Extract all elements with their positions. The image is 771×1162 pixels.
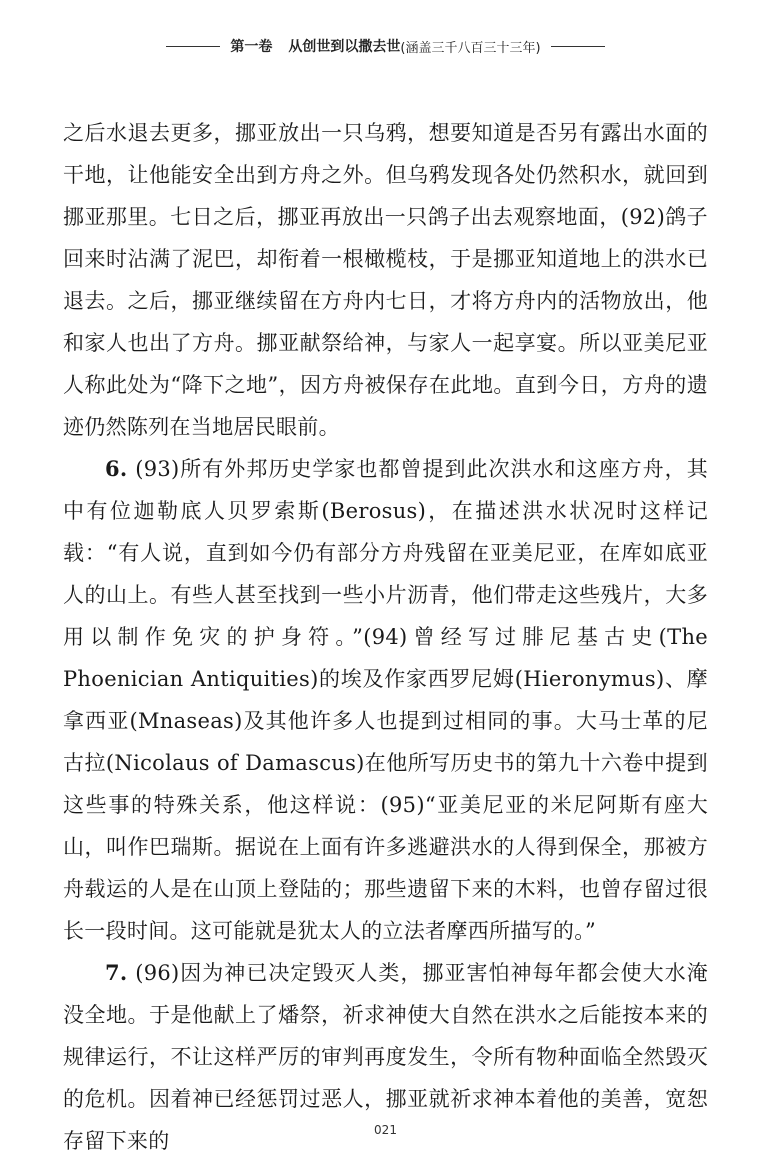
header-subtitle: (涵盖三千八百三十三年) [400,40,541,56]
paragraph-6 [63,448,708,952]
paragraph-text: (96)因为神已决定毁灭人类，挪亚害怕神每年都会使大水淹没全地。于是他献上了燔祭，祈求神使大自然在洪水之后能按本来的规律运行，不让这样严厉的审判再度发生，令所有物种面临全然毁灭的危机。因着神已经惩罚过恶人，挪亚就祈求神本着他的美善，宽恕存留下来的 [63,961,708,1153]
running-header [0,36,771,56]
header-rule-left [166,46,220,47]
paragraph-text: (93)所有外邦历史学家也都曾提到此次洪水和这座方舟，其中有位迦勒底人贝罗索斯(Berosus)，在描述洪水状况时这样记载：“有人说，直到如今仍有部分方舟残留在亚美尼亚，在库如底亚人的山上。有些人甚至找到一些小片沥青，他们带走这些残片，大多用以制作免灾的护身符。”(94)曾经写过腓尼基古史(The Phoenician Antiquities)的埃及作家西罗尼姆(Hieronymus)、摩拿西亚(Mnaseas)及其他许多人也提到过相同的事。大马士革的尼古拉(Nicolaus of Damascus)在他所写历史书的第九十六卷中提到这些事的特殊关系，他这样说：(95)“亚美尼亚的米尼阿斯有座大山，叫作巴瑞斯。据说在上面有许多逃避洪水的人得到保全，那被方舟载运的人是在山顶上登陆的；那些遗留下来的木料，也曾存留过很长一段时间。这可能就是犹太人的立法者摩西所描写的。” [63,457,708,943]
header-title: 从创世到以撒去世 [288,39,401,55]
paragraph-text: 之后水退去更多，挪亚放出一只乌鸦，想要知道是否另有露出水面的干地，让他能安全出到方舟之外。但乌鸦发现各处仍然积水，就回到挪亚那里。七日之后，挪亚再放出一只鸽子出去观察地面，(92)鸽子回来时沾满了泥巴，却衔着一根橄榄枝，于是挪亚知道地上的洪水已退去。之后，挪亚继续留在方舟内七日，才将方舟内的活物放出，他和家人也出了方舟。挪亚献祭给神，与家人一起享宴。所以亚美尼亚人称此处为“降下之地”，因方舟被保存在此地。直到今日，方舟的遗迹仍然陈列在当地居民眼前。 [63,121,708,439]
paragraph-number: 7. [105,960,128,985]
page-number: 021 [374,1123,397,1137]
paragraph-continued [63,112,708,448]
paragraph-number: 6. [105,456,128,481]
header-volume: 第一卷 [230,39,273,55]
header-rule-right [551,46,605,47]
body-text [63,112,708,1162]
